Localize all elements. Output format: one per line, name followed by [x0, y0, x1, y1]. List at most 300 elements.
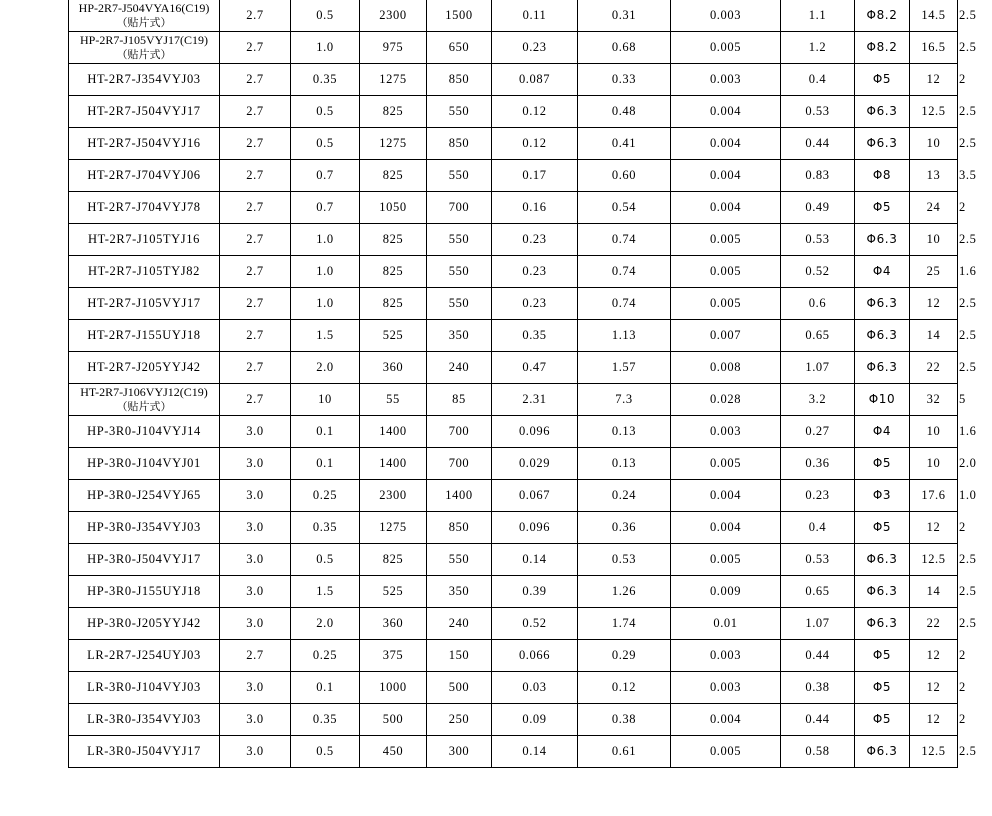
data-cell: [291, 64, 360, 96]
cell-value: 0.17: [522, 168, 547, 183]
cell-value: 0.003: [709, 8, 742, 23]
data-cell: [492, 672, 578, 704]
cell-value: Φ8: [872, 168, 892, 183]
data-cell: [220, 384, 291, 416]
data-cell: [671, 576, 781, 608]
cell-value: 0.52: [805, 264, 830, 279]
cell-value: 85: [452, 392, 466, 407]
data-cell: [855, 416, 910, 448]
data-cell: [291, 576, 360, 608]
cell-value: 650: [448, 40, 470, 55]
cell-value: Φ6.3: [866, 328, 898, 343]
table-body: [69, 0, 977, 768]
cell-value: 1.0: [316, 264, 334, 279]
data-cell: [671, 736, 781, 768]
cell-value: 1.57: [611, 360, 637, 375]
cell-value: 0.23: [522, 296, 547, 311]
data-cell: [492, 160, 578, 192]
data-cell: [578, 384, 671, 416]
cell-value: 12.5: [921, 744, 946, 759]
cell-value: 0.1: [316, 456, 334, 471]
cell-value: 55: [386, 392, 400, 407]
cell-value: 0.009: [709, 584, 742, 599]
cell-value: 450: [382, 744, 404, 759]
cell-value: 0.53: [805, 552, 830, 567]
cell-value: 0.09: [522, 712, 547, 727]
cell-value: 22: [926, 360, 941, 375]
part-number-label: HT-2R7-J704VYJ06: [87, 168, 201, 183]
cell-value: 0.13: [611, 424, 637, 439]
cell-value: 12.5: [921, 552, 946, 567]
cell-value: 1.0: [316, 40, 334, 55]
part-number-label: HT-2R7-J105TYJ82: [88, 264, 200, 279]
data-cell: [781, 192, 855, 224]
data-cell: [360, 224, 427, 256]
data-cell: [360, 320, 427, 352]
cell-value: 0.41: [611, 136, 637, 151]
cell-value: 850: [448, 520, 470, 535]
data-cell: [360, 576, 427, 608]
cell-value: Φ10: [868, 392, 896, 407]
cell-value: 0.53: [805, 232, 830, 247]
part-number-subtext: （贴片式）: [116, 16, 172, 30]
data-cell: [427, 512, 492, 544]
part-number-cell: [69, 544, 220, 576]
data-cell: [492, 608, 578, 640]
cell-value: 10: [318, 392, 332, 407]
data-cell: [360, 736, 427, 768]
cell-value: 0.087: [518, 72, 551, 87]
cell-value: Φ5: [872, 712, 892, 727]
part-number-label: HP-3R0-J104VYJ14: [87, 424, 201, 439]
data-cell: [578, 64, 671, 96]
cell-value: 0.33: [611, 72, 637, 87]
data-cell: [291, 544, 360, 576]
part-number-label: LR-3R0-J104VYJ03: [87, 680, 201, 695]
data-cell: [360, 288, 427, 320]
data-cell: [671, 64, 781, 96]
cell-value: 975: [382, 40, 404, 55]
data-cell: [781, 64, 855, 96]
cell-value: 2.7: [246, 392, 264, 407]
table-row: [69, 288, 958, 320]
data-cell: [220, 224, 291, 256]
cell-value: 1275: [379, 520, 407, 535]
data-cell: [578, 160, 671, 192]
cell-value: 3.5: [959, 168, 977, 183]
data-cell: [578, 576, 671, 608]
cell-value: 0.029: [518, 456, 551, 471]
cell-value: 3.0: [246, 712, 264, 727]
part-number-cell: [69, 736, 220, 768]
data-cell: [910, 576, 958, 608]
cell-value: 0.53: [611, 552, 637, 567]
cell-value: 0.83: [805, 168, 830, 183]
cell-value: 1.2: [808, 40, 827, 55]
cell-value: 3.0: [246, 616, 264, 631]
data-cell: [671, 608, 781, 640]
data-cell: [578, 224, 671, 256]
cell-value: 0.5: [316, 8, 334, 23]
cell-value: 0.028: [709, 392, 742, 407]
cell-value: 0.03: [522, 680, 547, 695]
cell-value: 700: [448, 200, 470, 215]
cell-value: 2.5: [959, 40, 977, 55]
cell-value: 350: [448, 584, 470, 599]
data-cell: [671, 448, 781, 480]
cell-value: 0.4: [808, 520, 827, 535]
cell-value: 0.14: [522, 744, 547, 759]
data-cell: [781, 0, 855, 32]
part-number-cell: [69, 224, 220, 256]
part-number-cell: [69, 128, 220, 160]
cell-value: 22: [926, 616, 941, 631]
cell-value: 0.067: [518, 488, 551, 503]
cell-value: 550: [448, 232, 470, 247]
data-cell: [578, 352, 671, 384]
cell-value: 0.44: [805, 136, 830, 151]
data-cell: [781, 224, 855, 256]
data-cell: [427, 256, 492, 288]
cell-value: 0.5: [316, 104, 334, 119]
cell-value: 10: [926, 456, 941, 471]
data-cell: [578, 96, 671, 128]
cell-value: 2.5: [959, 744, 977, 759]
cell-value: 825: [382, 232, 404, 247]
data-cell: [781, 96, 855, 128]
part-number-label: HT-2R7-J504VYJ17: [87, 104, 201, 119]
data-cell: [578, 320, 671, 352]
part-number-label: HP-2R7-J504VYA16(C19): [78, 1, 210, 16]
data-cell: [291, 704, 360, 736]
part-number-label: HP-3R0-J354VYJ03: [87, 520, 201, 535]
cell-value: 550: [448, 552, 470, 567]
cell-value: 0.01: [713, 616, 738, 631]
cell-value: 0.36: [805, 456, 830, 471]
data-cell: [855, 128, 910, 160]
cell-value: 2300: [379, 8, 407, 23]
data-cell: [360, 128, 427, 160]
data-cell: [781, 576, 855, 608]
data-cell: [578, 480, 671, 512]
data-cell: [671, 384, 781, 416]
data-cell: [855, 448, 910, 480]
cell-value: 25: [926, 264, 941, 279]
data-cell: [492, 352, 578, 384]
cell-value: Φ6.3: [866, 744, 898, 759]
table-row: [69, 160, 958, 192]
cell-value: 1500: [445, 8, 473, 23]
data-cell: [220, 160, 291, 192]
cell-value: Φ8.2: [866, 8, 898, 23]
cell-value: Φ8.2: [866, 40, 898, 55]
data-cell: [291, 448, 360, 480]
table-row: [69, 0, 958, 32]
cell-value: 14: [926, 584, 941, 599]
cell-value: 0.38: [611, 712, 637, 727]
cell-value: 0.003: [709, 680, 742, 695]
cell-value: 10: [926, 136, 941, 151]
cell-value: 1050: [379, 200, 407, 215]
cell-value: 2.7: [246, 648, 264, 663]
data-cell: [855, 32, 910, 64]
data-cell: [910, 416, 958, 448]
data-cell: [291, 608, 360, 640]
table-row: [69, 384, 958, 416]
cell-value: 1.07: [805, 360, 830, 375]
part-number-label: HP-3R0-J205YYJ42: [87, 616, 201, 631]
data-cell: [291, 352, 360, 384]
cell-value: 3.0: [246, 744, 264, 759]
cell-value: 850: [448, 136, 470, 151]
part-number-label: HP-2R7-J105VYJ17(C19): [79, 33, 208, 48]
cell-value: 2.7: [246, 200, 264, 215]
cell-value: 0.44: [805, 648, 830, 663]
data-cell: [220, 544, 291, 576]
cell-value: 0.16: [522, 200, 547, 215]
data-cell: [855, 384, 910, 416]
data-cell: [492, 544, 578, 576]
part-number-label: HP-3R0-J155UYJ18: [87, 584, 201, 599]
data-cell: [427, 736, 492, 768]
cell-value: 1.0: [959, 488, 977, 503]
data-cell: [220, 256, 291, 288]
cell-value: 2.7: [246, 8, 264, 23]
data-cell: [855, 0, 910, 32]
data-cell: [578, 0, 671, 32]
cell-value: 2.7: [246, 40, 264, 55]
data-cell: [220, 704, 291, 736]
cell-value: 3.0: [246, 424, 264, 439]
data-cell: [781, 256, 855, 288]
cell-value: 0.39: [522, 584, 547, 599]
data-cell: [427, 224, 492, 256]
data-cell: [360, 96, 427, 128]
data-cell: [360, 640, 427, 672]
cell-value: 0.65: [805, 328, 830, 343]
data-cell: [427, 384, 492, 416]
table-row: [69, 320, 958, 352]
data-cell: [427, 704, 492, 736]
data-cell: [360, 704, 427, 736]
cell-value: 0.4: [808, 72, 827, 87]
cell-value: 2300: [379, 488, 407, 503]
data-cell: [492, 320, 578, 352]
cell-value: 2.0: [959, 456, 977, 471]
cell-value: Φ5: [872, 648, 892, 663]
data-cell: [910, 672, 958, 704]
data-cell: [360, 64, 427, 96]
cell-value: 0.005: [709, 264, 742, 279]
cell-value: Φ6.3: [866, 616, 898, 631]
cell-value: 550: [448, 104, 470, 119]
cell-value: 12: [926, 712, 941, 727]
cell-value: 2.0: [316, 360, 334, 375]
cell-value: 0.11: [522, 8, 547, 23]
cell-value: 0.52: [522, 616, 547, 631]
data-cell: [360, 544, 427, 576]
data-cell: [855, 352, 910, 384]
data-cell: [855, 288, 910, 320]
data-cell: [855, 64, 910, 96]
data-cell: [910, 480, 958, 512]
table-row: [69, 64, 958, 96]
data-cell: [910, 352, 958, 384]
data-cell: [855, 704, 910, 736]
cell-value: 500: [448, 680, 470, 695]
data-cell: [427, 96, 492, 128]
table-row: [69, 576, 958, 608]
data-cell: [427, 352, 492, 384]
cell-value: Φ6.3: [866, 360, 898, 375]
data-cell: [220, 640, 291, 672]
data-cell: [855, 640, 910, 672]
cell-value: 2.31: [522, 392, 547, 407]
table-row: [69, 640, 958, 672]
cell-value: 12: [926, 296, 941, 311]
cell-value: 360: [382, 616, 404, 631]
part-number-label: LR-3R0-J354VYJ03: [87, 712, 201, 727]
data-cell: [360, 480, 427, 512]
cell-value: 1.26: [611, 584, 637, 599]
cell-value: 3.0: [246, 520, 264, 535]
table-row: [69, 448, 958, 480]
cell-value: 0.096: [518, 424, 551, 439]
data-cell: [291, 384, 360, 416]
data-cell: [855, 608, 910, 640]
data-cell: [492, 736, 578, 768]
table-row: [69, 352, 958, 384]
table-row: [69, 672, 958, 704]
data-cell: [220, 288, 291, 320]
data-cell: [578, 256, 671, 288]
cell-value: Φ4: [872, 424, 892, 439]
cell-value: 2: [959, 680, 966, 695]
data-cell: [492, 480, 578, 512]
data-cell: [578, 448, 671, 480]
cell-value: 0.23: [805, 488, 830, 503]
cell-value: 16.5: [921, 40, 946, 55]
data-cell: [910, 0, 958, 32]
table-row: [69, 256, 958, 288]
cell-value: 1.0: [316, 296, 334, 311]
data-cell: [910, 192, 958, 224]
cell-value: 0.13: [611, 456, 637, 471]
cell-value: 0.066: [518, 648, 551, 663]
data-cell: [492, 640, 578, 672]
data-cell: [492, 256, 578, 288]
cell-value: 0.12: [522, 136, 547, 151]
cell-value: 2.5: [959, 360, 977, 375]
data-cell: [360, 352, 427, 384]
cell-value: 2: [959, 72, 966, 87]
cell-value: 14: [926, 328, 941, 343]
data-cell: [781, 32, 855, 64]
table-row: [69, 608, 958, 640]
data-cell: [910, 96, 958, 128]
cell-value: 0.008: [709, 360, 742, 375]
data-cell: [291, 128, 360, 160]
cell-value: 0.003: [709, 648, 742, 663]
data-cell: [671, 128, 781, 160]
cell-value: 2.5: [959, 584, 977, 599]
table-row: [69, 96, 958, 128]
data-cell: [855, 512, 910, 544]
data-cell: [855, 96, 910, 128]
table-row: [69, 192, 958, 224]
data-cell: [291, 480, 360, 512]
data-cell: [360, 448, 427, 480]
cell-value: 0.005: [709, 552, 742, 567]
cell-value: 850: [448, 72, 470, 87]
data-cell: [220, 96, 291, 128]
cell-value: 1275: [379, 136, 407, 151]
part-number-cell: [69, 64, 220, 96]
part-number-cell: [69, 448, 220, 480]
cell-value: 12.5: [921, 104, 946, 119]
cell-value: 1.0: [316, 232, 334, 247]
data-cell: [291, 672, 360, 704]
part-number-cell: [69, 320, 220, 352]
cell-value: 0.27: [805, 424, 830, 439]
cell-value: 0.29: [611, 648, 637, 663]
data-cell: [855, 192, 910, 224]
data-cell: [291, 288, 360, 320]
table-row: [69, 704, 958, 736]
part-number-label: HT-2R7-J106VYJ12(C19): [80, 385, 208, 400]
data-cell: [492, 512, 578, 544]
data-cell: [291, 32, 360, 64]
cell-value: Φ6.3: [866, 296, 898, 311]
data-cell: [220, 128, 291, 160]
data-cell: [360, 672, 427, 704]
data-cell: [781, 128, 855, 160]
table-row: [69, 512, 958, 544]
data-cell: [427, 288, 492, 320]
cell-value: 24: [926, 200, 941, 215]
table-row: [69, 736, 958, 768]
cell-value: 0.35: [312, 712, 338, 727]
cell-value: 5: [959, 392, 966, 407]
data-cell: [492, 448, 578, 480]
cell-value: Φ6.3: [866, 104, 898, 119]
data-cell: [360, 608, 427, 640]
data-cell: [360, 160, 427, 192]
part-number-label: HT-2R7-J704VYJ78: [87, 200, 201, 215]
data-cell: [291, 320, 360, 352]
part-number-cell: [69, 96, 220, 128]
part-number-label: HP-3R0-J104VYJ01: [87, 456, 201, 471]
cell-value: 2.7: [246, 328, 264, 343]
cell-value: 0.74: [611, 232, 637, 247]
data-cell: [578, 608, 671, 640]
cell-value: 0.24: [611, 488, 637, 503]
cell-value: 0.12: [611, 680, 637, 695]
cell-value: 1.5: [316, 584, 334, 599]
cell-value: 2.0: [316, 616, 334, 631]
cell-value: 550: [448, 168, 470, 183]
data-cell: [492, 224, 578, 256]
part-number-cell: [69, 384, 220, 416]
cell-value: 0.49: [805, 200, 830, 215]
data-cell: [671, 512, 781, 544]
part-number-cell: [69, 416, 220, 448]
data-cell: [910, 64, 958, 96]
cell-value: 1275: [379, 72, 407, 87]
cell-value: 550: [448, 264, 470, 279]
cell-value: 0.003: [709, 424, 742, 439]
data-cell: [910, 704, 958, 736]
